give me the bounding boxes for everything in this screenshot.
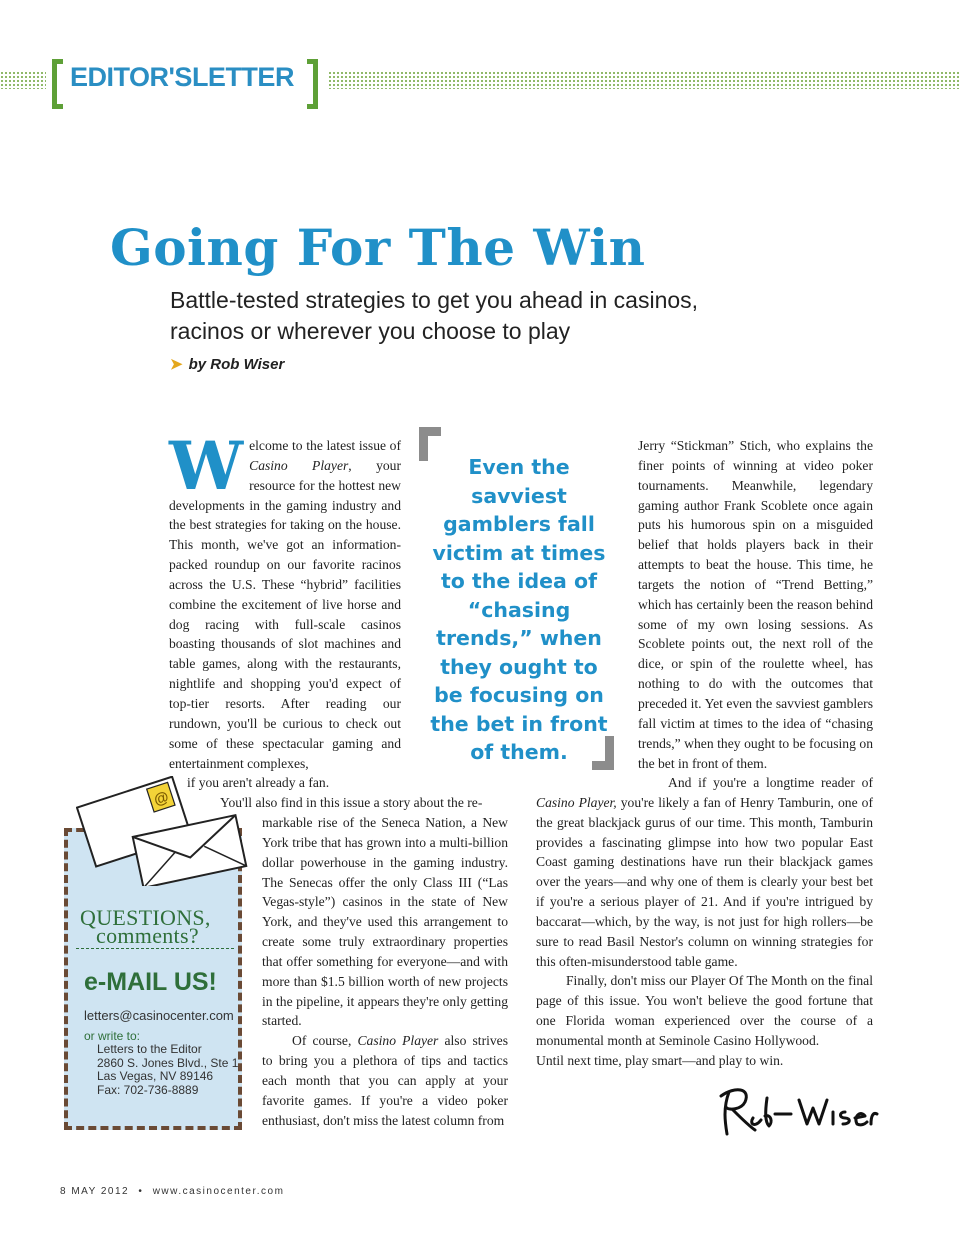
- page-footer: [60, 1186, 284, 1197]
- byline-text: by Rob Wiser: [188, 356, 285, 373]
- col3-closing: Until next time, play smart—and play to win.: [536, 1052, 784, 1068]
- header-dotted-rule-left: [0, 71, 46, 89]
- byline: [170, 355, 284, 373]
- website-url: www.casinocenter.com: [152, 1186, 285, 1197]
- col3-p2-text: you're likely a fan of Henry Tamburin, one of the great blackjack gurus of our time. This month, Tamburin provides a fascinating glimpse into how two popular East Coast gaming destinations have run their blackjack games over the years—and why one of them is clearly your best bet if you're a serious player of 21. And if you're intrigued by baccarat—which, by the way, is not just for high rollers—be sure to read Basil Nestor's column on winning strategies for this often-misunderstood table game.: [536, 794, 873, 969]
- address-line: Letters to the Editor: [97, 1042, 202, 1056]
- fax-line: Fax: 702-736-8889: [97, 1082, 199, 1097]
- header-bracket-left: [52, 59, 63, 109]
- col3-p2-start: And if you're a longtime reader of: [668, 775, 873, 790]
- body-column-3: Jerry “Stickman” Stich, who explains the finer points of winning at video poker tournaments. Meanwhile, legendary gaming author Frank Scoblete once again puts his humorous spin on a misguided belief that holds players back in their attempts to beat the house. This time, he targets the notion of “Trend Betting,” which has certainly been the reason behind some of my own losing sessions. As Scoblete points out, the next roll of the dice, or spin of the roulette wheel, has nothing to do with the outcomes that preceded it. Yet even the savviest gamblers fall victim at times to the idea of “chasing trends,” when they ought to be focusing on the bet in front of them.: [638, 438, 873, 771]
- magazine-name: Casino Player: [249, 457, 349, 473]
- pull-quote: Even the savviest gamblers fall victim at times to the idea of “chasing trends,” when they ought to be focusing on the bet in front of them.: [430, 455, 608, 764]
- address-line: Las Vegas, NV 89146: [97, 1069, 214, 1083]
- subtitle-line-2: racinos or wherever you choose to play: [170, 318, 571, 344]
- col1-text: , your resource for the hottest new developments in the gaming industry and the best strategies for taking on the house. This month, we've got an information-packed roundup on our favorite racinos across the U.S. These “hybrid” facilities combine the excitement of live horse and dog racing with full-scale casinos boasting thousands of slot machines and table games, along with the restaurants, nightlife and shopping you'd expect of top-tier resorts. After reading our rundown, you'll be curious to check out some of these spectacular gaming and entertainment complexes,: [169, 457, 401, 771]
- email-heading: e-MAIL US!: [84, 968, 217, 996]
- col2-paragraph-1: markable rise of the Seneca Nation, a New York tribe that has grown into a multi-billion dollar powerhouse in the gaming industry. The Senecas offer the only Class III (“Las Vegas-style”) casinos in the state of New York, and they've used this arrangement to create some truly extraordinary properties that offer something for everyone—and with more than $1.5 billion worth of new projects in the pipeline, it appears they're only getting started.: [262, 815, 508, 1029]
- magazine-name: Casino Player,: [536, 794, 617, 810]
- footer-bullet: •: [138, 1186, 144, 1197]
- email-address: letters@casinocenter.com: [84, 1008, 234, 1023]
- pull-quote-bracket-close: [592, 736, 614, 770]
- page-number: 8: [60, 1186, 68, 1197]
- drop-cap: W: [169, 427, 244, 505]
- header-bracket-right: [307, 59, 318, 109]
- subtitle-line-1: Battle-tested strategies to get you ahead in casinos,: [170, 287, 699, 313]
- article-subtitle: [170, 285, 770, 347]
- col2-p2-start: Of course,: [292, 1033, 358, 1049]
- body-column-1-tail: if you aren't already a fan.: [187, 775, 330, 790]
- col3-paragraph-2: [536, 773, 873, 971]
- article-title: Going For The Win: [110, 218, 646, 277]
- body-column-1: [169, 427, 401, 773]
- mailing-address: [97, 1043, 238, 1097]
- arrow-icon: ➤: [170, 356, 183, 373]
- address-line: 2860 S. Jones Blvd., Ste 1: [97, 1055, 239, 1070]
- body-column-3-wide: [536, 773, 873, 1071]
- envelope-icon: [76, 776, 256, 886]
- signature-image: [715, 1078, 880, 1138]
- questions-heading: QUESTIONS,: [80, 905, 211, 930]
- col2-paragraph-2: [262, 1031, 508, 1130]
- header-dotted-rule-right: [328, 71, 960, 89]
- body-column-2: [262, 813, 508, 1131]
- col1-lead: elcome to the latest issue of: [249, 438, 401, 453]
- or-write-label: or write to:: [84, 1029, 141, 1043]
- comments-heading: comments?: [96, 923, 199, 948]
- body-column-2-first-line: You'll also find in this issue a story about the re-: [220, 795, 483, 810]
- issue-date: MAY 2012: [71, 1186, 130, 1197]
- stamp-at-symbol: @: [151, 788, 171, 809]
- col3-paragraph-3: Finally, don't miss our Player Of The Month on the final page of this issue. You won't believe the good fortune that one Florida woman experienced over the course of a monumental month at Seminole Casino Hollywood.: [536, 973, 873, 1048]
- magazine-name: Casino Player: [357, 1033, 439, 1049]
- sidebar-divider: [76, 948, 234, 949]
- section-label: EDITOR'SLETTER: [70, 62, 294, 92]
- col2-p2-text: also strives to bring you a plethora of tips and tactics each month that you can apply at your favorite games. If you're a video poker enthusiast, don't miss the latest column from: [262, 1033, 508, 1128]
